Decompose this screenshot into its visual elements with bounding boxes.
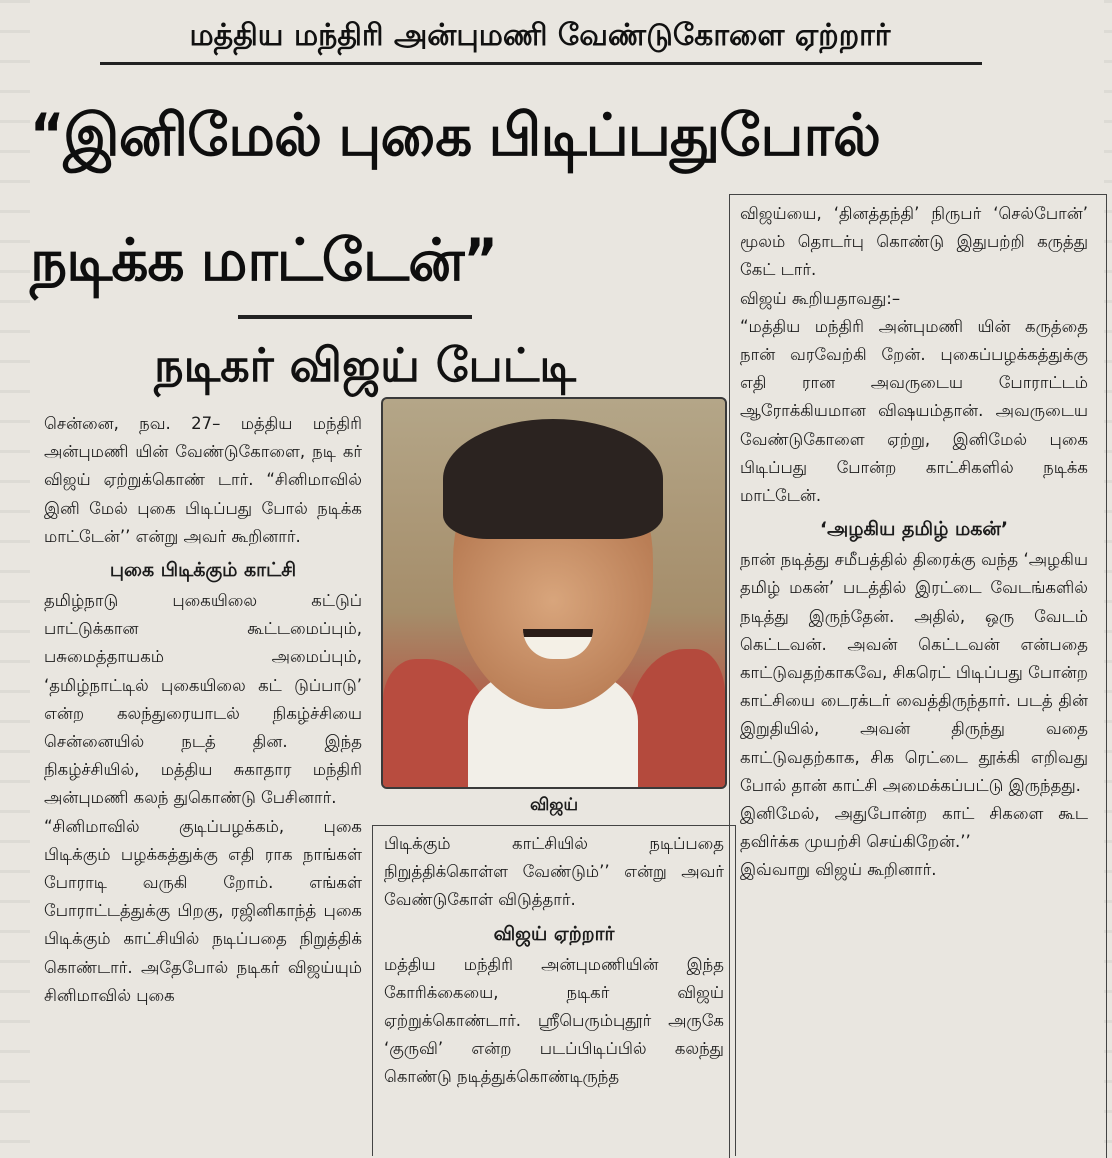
paragraph: இனிமேல், அதுபோன்ற காட் சிகளை கூட தவிர்க்க முயற்சி செய்கிறேன்.’’ bbox=[740, 804, 1088, 852]
paragraph: மத்திய மந்திரி அன்புமணியின் இந்த கோரிக்கையை, நடிகர் விஜய் ஏற்றுக்கொண்டார். ஸ்ரீபெரும்புதூர் அருகே ‘குருவி’ என்ற படப்பிடிப்பில் கலந்து கொண்டு நடித்துக்கொண்டிருந்த bbox=[384, 954, 724, 1087]
left-column bbox=[44, 410, 362, 1010]
headline-underline bbox=[238, 315, 472, 319]
section-heading: ‘அழகிய தமிழ் மகன்’ bbox=[819, 518, 1009, 541]
section-heading: விஜய் ஏற்றார் bbox=[493, 922, 615, 945]
main-headline-line-1: “இனிமேல் புகை பிடிப்பதுபோல் bbox=[30, 101, 881, 169]
intro-paragraph: சென்னை, நவ. 27– மத்திய மந்திரி அன்புமணி யின் வேண்டுகோளை, நடி கர் விஜய் ஏற்றுக்கொண் டார். “சினிமாவில் இனி மேல் புகை பிடிப்பது போல் நடிக்க மாட்டேன்’’ என்று அவர் கூறினார். bbox=[44, 414, 362, 546]
paragraph: விஜய்யை, ‘தினத்தந்தி’ நிருபர் ‘செல்போன்’ மூலம் தொடர்பு கொண்டு இதுபற்றி கருத்து கேட் டார். bbox=[740, 204, 1088, 280]
paragraph: விஜய் கூறியதாவது:– bbox=[740, 288, 901, 308]
paragraph: “மத்திய மந்திரி அன்புமணி யின் கருத்தை நான் வரவேற்கி றேன். புகைப்பழக்கத்துக்கு எதி ரான அவருடைய போராட்டம் ஆரோக்கியமான விஷயம்தான். அவருடைய வேண்டுகோளை ஏற்று, இனிமேல் புகை பிடிப்பது போன்ற காட்சிகளில் நடிக்க மாட்டேன். bbox=[740, 316, 1088, 506]
photo-caption: விஜய் bbox=[529, 795, 579, 815]
paragraph: இவ்வாறு விஜய் கூறினார். bbox=[740, 860, 937, 880]
main-headline-line-2: நடிக்க மாட்டேன்” bbox=[30, 226, 497, 294]
adjacent-column-bleed bbox=[0, 0, 30, 1157]
kicker-headline: மத்திய மந்திரி அன்புமணி வேண்டுகோளை ஏற்றார் bbox=[189, 18, 891, 53]
section-heading: புகை பிடிக்கும் காட்சி bbox=[109, 559, 297, 582]
paragraph: “சினிமாவில் குடிப்பழக்கம், புகை பிடிக்கும் பழக்கத்துக்கு எதி ராக நாங்கள் போராடி வருகி றோம். எங்கள் போராட்டத்துக்கு பிறகு, ரஜினிகாந்த் புகை பிடிக்கும் காட்சியில் நடிப்பதை நிறுத்திக் கொண்டார். அதேபோல் நடிகர் விஜய்யும் சினிமாவில் புகை bbox=[44, 816, 362, 1005]
top-divider bbox=[100, 62, 982, 65]
paragraph: நான் நடித்து சமீபத்தில் திரைக்கு வந்த ‘அழகிய தமிழ் மகன்’ படத்தில் இரட்டை வேடங்களில் நடித்து இருந்தேன். அதில், ஒரு வேடம் கெட்டவன். அவன் கெட்டவன் என்பதை காட்டுவதற்காகவே, சிகரெட் பிடிப்பது போன்ற காட்சியை டைரக்டர் வைத்திருந்தார். படத் தின் இறுதியில், அவன் திருந்து வதை காட்டுவதற்காக, சிக ரெட்டை தூக்கி எறிவது போல் தான் காட்சி அமைக்கப்பட்டு இருந்தது. bbox=[740, 550, 1088, 795]
middle-column bbox=[384, 830, 724, 1092]
paragraph: தமிழ்நாடு புகையிலை கட்டுப் பாட்டுக்கான கூட்டமைப்பும், பசுமைத்தாயகம் அமைப்பும், ‘தமிழ்நாட்டில் புகையிலை கட் டுப்பாடு’ என்ற கலந்துரையாடல் நிகழ்ச்சியை சென்னையில் நடத் தின. இந்த நிகழ்ச்சியில், மத்திய சுகாதார மந்திரி அன்புமணி கலந் துகொண்டு பேசினார். bbox=[44, 591, 362, 808]
right-column bbox=[740, 200, 1088, 885]
subheadline: நடிகர் விஜய் பேட்டி bbox=[154, 338, 576, 392]
paragraph: பிடிக்கும் காட்சியில் நடிப்பதை நிறுத்திக்கொள்ள வேண்டும்’’ என்று அவர் வேண்டுகோள் விடுத்தார். bbox=[384, 834, 724, 910]
actor-photo bbox=[381, 397, 727, 789]
